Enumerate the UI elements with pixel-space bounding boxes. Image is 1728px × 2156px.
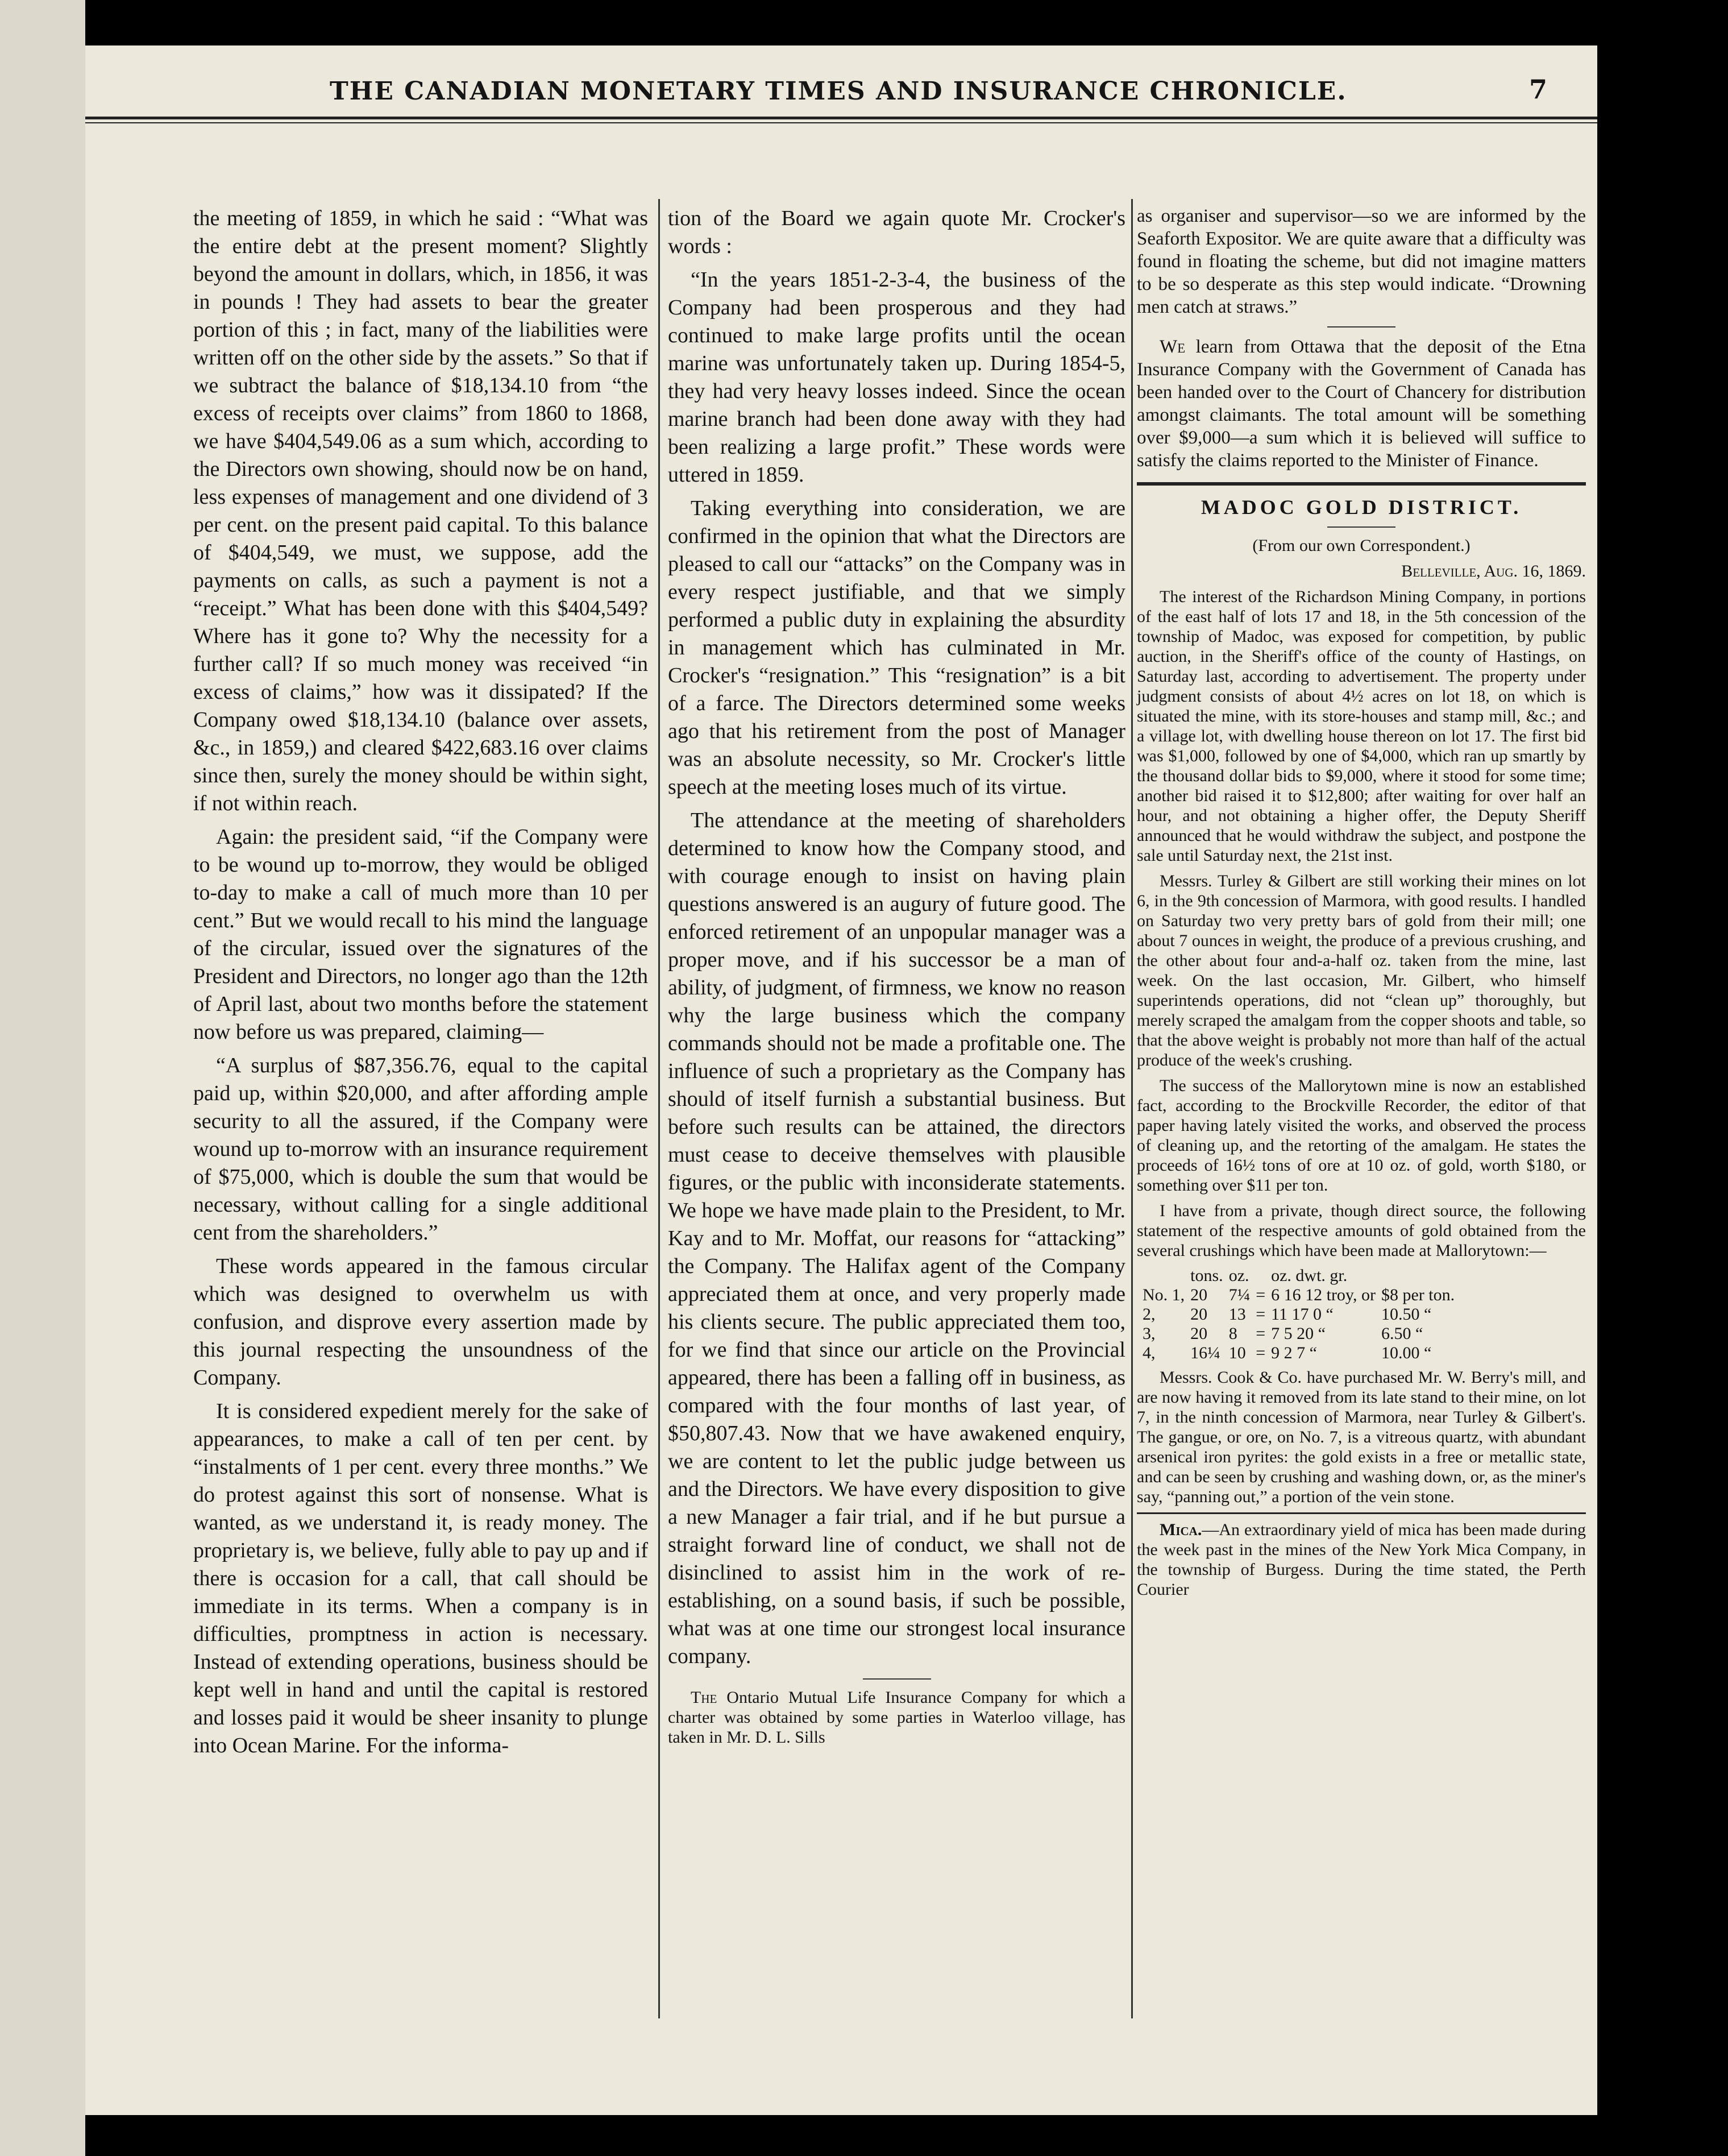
madoc-dateline: Belleville, Aug. 16, 1869. xyxy=(1401,562,1586,581)
col2-separator xyxy=(863,1678,931,1680)
table-cell: No. 1, xyxy=(1143,1286,1185,1304)
ontario-lead: The xyxy=(691,1688,717,1707)
binding-margin xyxy=(0,0,85,2156)
madoc-paragraph-1: The interest of the Richardson Mining Company, in portions of the east half of lots 17 and 18, in the 5th concession of the township of Madoc, was exposed for competition, by public auction, in the Sheriff's office of the county of Hastings, on Saturday last, according to advertisement. The property under judgment consists of about 4½ acres on lot 18, on which is situated the mine, with its store-houses and stamp mill, &c.; and a village lot, with dwelling house thereon on lot 17. The first bid was $1,000, followed by one of $4,000, which ran up smartly by the thousand dollar bids to $9,000, where it stood for some time; another bid raised it to $12,800; after waiting for over half an hour, and not obtaining a higher offer, the Deputy Sheriff announced that he would withdraw the subject, and postpone the sale until Saturday next, the 21st inst. xyxy=(1137,587,1586,865)
col2-paragraph-1: tion of the Board we again quote Mr. Crocker's words : xyxy=(668,206,1125,258)
table-cell: 20 xyxy=(1190,1324,1208,1343)
table-cell: $8 per ton. xyxy=(1381,1286,1455,1304)
col1-paragraph-4: These words appeared in the famous circular which was designed to overwhelm us with confusion, and disprove every assertion made by this journal respecting the unsoundness of the Company. xyxy=(193,1254,648,1390)
table-cell: 16¼ xyxy=(1190,1344,1220,1362)
col3-section-rule xyxy=(1137,482,1586,486)
table-cell: 7 5 20 “ xyxy=(1271,1324,1326,1343)
col3-separator-1 xyxy=(1327,326,1395,327)
table-cell: oz. xyxy=(1228,1266,1249,1285)
table-row xyxy=(1143,1344,1460,1363)
madoc-subheading: (From our own Correspondent.) xyxy=(1252,536,1471,555)
col2-paragraph-4: The attendance at the meeting of shareholders determined to know how the Company stood, and with courage enough to insist on having plain questions answered is an augury of future good. The enforced retirement of an unpopular manager was a proper move, and if his successor be a man of ability, of judgment, of firmness, we know no reason why the large business which the company commands should not be made a profitable one. The influence of such a proprietary as the Company has should of itself furnish a substantial business. But before such results can be attained, the directors must cease to deceive themselves with plausible figures, or the public with inconsiderate statements. We hope we have made plain to the President, to Mr. Kay and to Mr. Moffat, our reasons for “attacking” the Company. The Halifax agent of the Company appreciated them at once, and very properly made his clients secure. The public appreciated them too, for we find that since our article on the Provincial appeared, there has been a falling off in business, as compared with the four months of last year, of $50,807.43. Now that we have awakened enquiry, we are content to let the public judge between us and the Directors. We have every disposition to give a new Manager a fair trial, and if he but pursue a straight forward line of conduct, we shall not de disinclined to assist him in the work of re-establishing, on a sound basis, if such be possible, what was at one time our strongest local insurance company. xyxy=(668,808,1125,1668)
table-cell: 9 2 7 “ xyxy=(1271,1344,1317,1362)
table-cell: 2, xyxy=(1143,1305,1156,1324)
table-cell: = xyxy=(1256,1305,1266,1324)
ontario-text: Ontario Mutual Life Insurance Company for which a charter was obtained by some parties in Waterloo village, has taken in Mr. D. L. Sills xyxy=(668,1688,1126,1747)
col1-quote: “A surplus of $87,356.76, equal to the capital paid up, within $20,000, and after affording ample security to all the assured, if the Company were wound up to-morrow with an insurance requirement of $75,000, which is double the sum that would be necessary, without calling for a single additional cent from the shareholders.” xyxy=(193,1054,648,1245)
column-3 xyxy=(1137,205,1586,1605)
running-header: THE CANADIAN MONETARY TIMES AND INSURANCE CHRONICLE. xyxy=(330,77,1347,106)
table-cell: 7¼ xyxy=(1228,1286,1251,1304)
table-cell: = xyxy=(1256,1324,1266,1343)
madoc-paragraph-5: Messrs. Cook & Co. have purchased Mr. W. Berry's mill, and are now having it removed from its late stand to their mine, on lot 7, in the ninth concession of Marmora, near Turley & Gilbert's. The gangue, or ore, on No. 7, is a vitreous quartz, with abundant arsenical iron pyrites: the gold exists in a free or metallic state, and can be seen by crushing and washing down, or, as the miner's say, “panning out,” a portion of the vein stone. xyxy=(1137,1368,1586,1506)
column-1 xyxy=(193,205,648,1765)
table-cell: 3, xyxy=(1143,1324,1156,1343)
table-cell: 20 xyxy=(1190,1305,1208,1324)
table-row xyxy=(1143,1305,1460,1324)
col3-paragraph-1: as organiser and supervisor—so we are informed by the Seaforth Expositor. We are quite aware that a difficulty was found in floating the scheme, but did not imagine matters to be so desperate as this step would indicate. “Drowning men catch at straws.” xyxy=(1137,206,1586,317)
col2-quote: “In the years 1851-2-3-4, the business of the Company had been prosperous and they had continued to make large profits until the ocean marine was unfortunately taken up. During 1854-5, they had very heavy losses indeed. Since the ocean marine branch had been done away with they had been realizing a large profit.” These words were uttered in 1859. xyxy=(668,268,1125,487)
table-cell: 13 xyxy=(1228,1305,1246,1324)
table-cell: 11 17 0 “ xyxy=(1271,1305,1334,1324)
header-rule-thick xyxy=(85,117,1597,119)
mica-lead: Mica. xyxy=(1160,1520,1202,1539)
col2-paragraph-3: Taking everything into consideration, we are confirmed in the opinion that what the Directors are pleased to call our “attacks” on the Company was in every respect justifiable, and that we simply performed a public duty in explaining the absurdity in management which has culminated in Mr. Crocker's “resignation.” This “resignation” is a bit of a farce. The Directors determined some weeks ago that his retirement from the post of Manager was an absolute necessity, so Mr. Crocker's little speech at the meeting loses much of its virtue. xyxy=(668,496,1125,799)
table-cell: tons. xyxy=(1190,1266,1223,1285)
table-cell xyxy=(1143,1266,1190,1286)
table-row xyxy=(1143,1286,1460,1305)
column-divider-2 xyxy=(1131,199,1133,2018)
table-cell: 8 xyxy=(1228,1324,1237,1343)
madoc-heading-rule xyxy=(1327,526,1395,528)
madoc-heading: MADOC GOLD DISTRICT. xyxy=(1201,496,1522,519)
table-header-row xyxy=(1143,1266,1460,1286)
table-cell: 10.50 “ xyxy=(1381,1305,1432,1324)
table-cell: = xyxy=(1256,1344,1266,1362)
table-row xyxy=(1143,1324,1460,1344)
table-cell xyxy=(1381,1266,1460,1286)
mica-paragraph xyxy=(1137,1520,1586,1599)
table-cell: 20 xyxy=(1190,1286,1208,1304)
madoc-paragraph-4: I have from a private, though direct source, the following statement of the respective amounts of gold obtained from the several crushings which have been made at Mallorytown:— xyxy=(1137,1201,1586,1260)
table-cell: 4, xyxy=(1143,1344,1156,1362)
col1-paragraph-1: the meeting of 1859, in which he said : “What was the entire debt at the present moment? Slightly beyond the amount in dollars, which, in 1856, it was in pounds ! They had assets to bear the greater portion of this ; in fact, many of the liabilities were written off on the other side by the assets.” So that if we subtract the balance of $18,134.10 from “the excess of receipts over claims” from 1860 to 1868, we have $404,549.06 as a sum which, according to the Directors own showing, should now be on hand, less expenses of management and one dividend of 3 per cent. on the present paid capital. To this balance of $404,549, we must, we suppose, add the payments on calls, as such a payment is not a “receipt.” What has been done with this $404,549? Where has it gone to? Why the necessity for a further call? If so much money was received “in excess of claims,” how was it dissipated? If the Company owed $18,134.10 (balance over assets, &c., in 1859,) and cleared $422,683.16 over claims since then, surely the money should be within sight, if not within reach. xyxy=(193,206,648,815)
col3-etna-paragraph xyxy=(1137,335,1586,472)
table-cell: 10.00 “ xyxy=(1381,1344,1432,1362)
table-cell: 6 16 12 troy, or xyxy=(1271,1286,1376,1304)
column-2 xyxy=(668,205,1125,1753)
etna-text: learn from Ottawa that the deposit of the Etna Insurance Company with the Government of Canada has been handed over to the Court of Chancery for distribution amongst claimants. The total amount will be something over $9,000—a sum which it is believed will suffice to satisfy the claims reported to the Minister of Finance. xyxy=(1137,337,1586,471)
table-cell: 10 xyxy=(1228,1344,1246,1362)
mica-text: —An extraordinary yield of mica has been made during the week past in the mines of the New York Mica Company, in the township of Burgess. During the time stated, the Perth Courier xyxy=(1137,1520,1586,1599)
table-cell: oz. dwt. gr. xyxy=(1271,1266,1348,1285)
table-cell: 6.50 “ xyxy=(1381,1324,1423,1343)
etna-lead: We xyxy=(1160,337,1186,357)
madoc-paragraph-2: Messrs. Turley & Gilbert are still working their mines on lot 6, in the 9th concession of Marmora, with good results. I handled on Saturday two very pretty bars of gold from their mill; one about 7 ounces in weight, the produce of a previous crushing, and the other about four and-a-half oz. taken from the mine, last week. On the last occasion, Mr. Gilbert, who himself superintends operations, did not “clean up” thoroughly, but merely scraped the amalgam from the copper shoots and table, so that the above weight is probably not more than half of the actual produce of the week's crushing. xyxy=(1137,872,1586,1069)
col1-paragraph-2: Again: the president said, “if the Company were to be wound up to-morrow, they would be obliged to-day to make a call of much more than 10 per cent.” But we would recall to his mind the language of the circular, issued over the signatures of the President and Directors, no longer ago than the 12th of April last, about two months before the statement now before us was prepared, claiming— xyxy=(193,825,648,1044)
col1-paragraph-5: It is considered expedient merely for the sake of appearances, to make a call of ten per cent. by “instalments of 1 per cent. every three months.” We do protest against this sort of nonsense. What is wanted, as we understand it, is ready money. The proprietary is, we believe, fully able to pay up and if there is occasion for a call, that call should be immediate in its terms. When a company is in difficulties, promptness in action is necessary. Instead of extending operations, business should be kept well in hand and until the capital is restored and losses paid it would be sheer insanity to plunge into Ocean Marine. For the informa- xyxy=(193,1399,648,1757)
table-cell: = xyxy=(1256,1286,1266,1304)
crushings-table xyxy=(1143,1266,1460,1363)
col2-ontario-paragraph xyxy=(668,1688,1125,1747)
column-divider-1 xyxy=(658,199,660,2018)
page-number: 7 xyxy=(1529,74,1548,105)
header-rule-thin xyxy=(85,122,1597,123)
col3-mica-rule xyxy=(1137,1512,1586,1514)
table-cell xyxy=(1256,1266,1271,1286)
madoc-paragraph-3: The success of the Mallorytown mine is now an established fact, according to the Brockville Recorder, the editor of that paper having lately visited the works, and observed the process of cleaning up, and the retorting of the amalgam. He states the proceeds of 16½ tons of ore at 10 oz. of gold, worth $180, or something over $11 per ton. xyxy=(1137,1076,1586,1195)
